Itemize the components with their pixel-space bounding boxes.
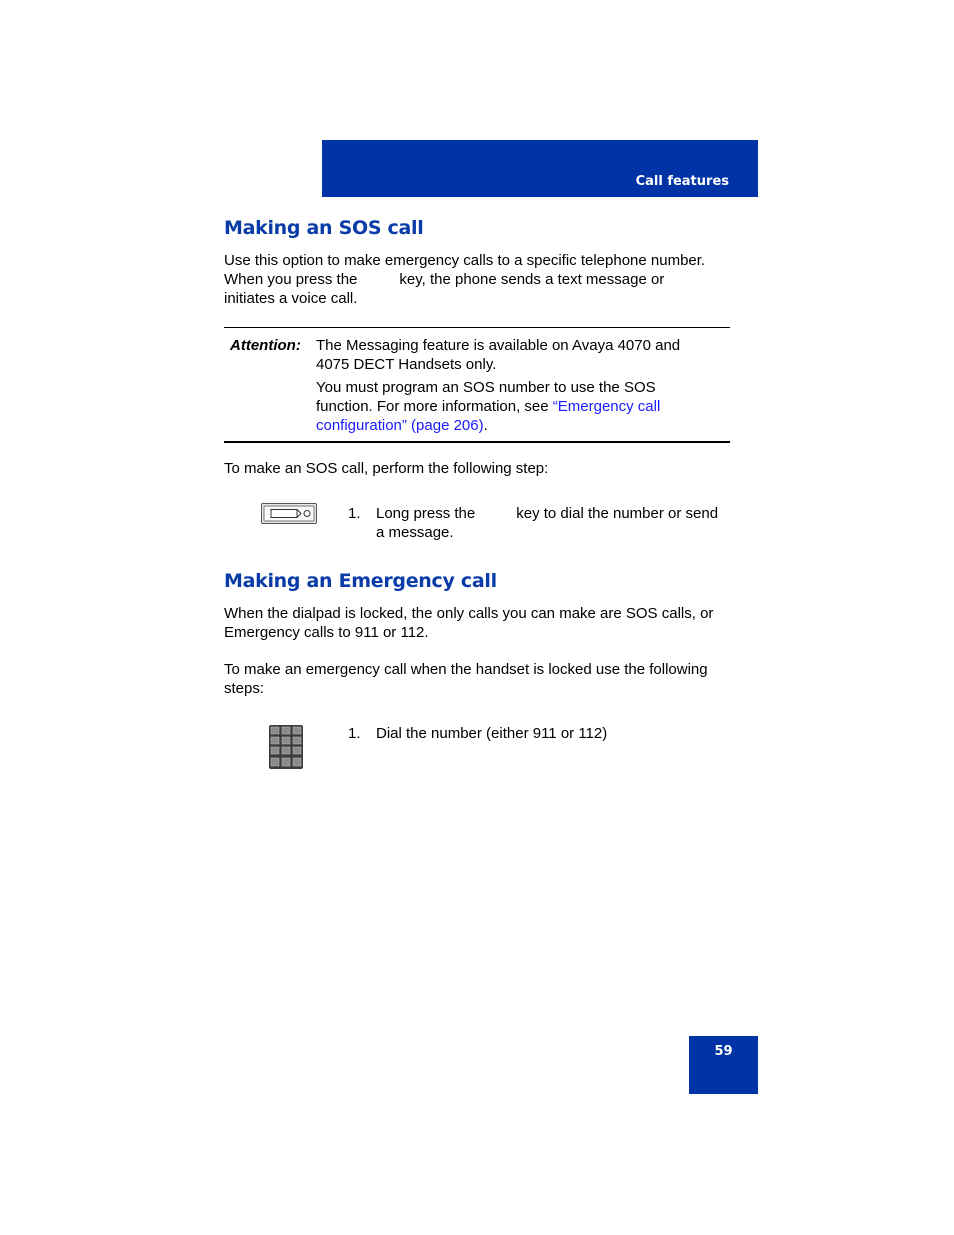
sos-intro-line1: Use this option to make emergency calls to a specific telephone number. (224, 252, 706, 269)
section-title: Call features (635, 174, 729, 189)
sos-intro (224, 251, 734, 308)
sos-key-icon (261, 503, 317, 524)
emergency-step-1-text: Dial the number (either 911 or 112) (376, 725, 608, 742)
page-number: 59 (714, 1044, 733, 1059)
sos-heading: Making an SOS call (224, 217, 424, 239)
attention-label: Attention: (230, 337, 301, 354)
sos-intro-line2b: key, the phone sends a text message or (399, 271, 665, 288)
dialpad-icon (269, 725, 303, 769)
attention-box (224, 327, 730, 443)
sos-step-1-number: 1. (348, 505, 361, 522)
sos-step-1-text-b: key to dial the number or send a message. (376, 505, 719, 541)
emergency-step-1-number: 1. (348, 725, 361, 742)
header-bar (322, 140, 758, 197)
attention-para1: The Messaging feature is available on Avaya 4070 and 4075 DECT Handsets only. (316, 337, 681, 373)
attention-para2 (316, 378, 716, 435)
attention-para2-text: You must program an SOS number to use the SOS function. For more information, see (316, 379, 656, 415)
emergency-heading: Making an Emergency call (224, 570, 497, 592)
sos-step-1-text-a: Long press the (376, 505, 476, 522)
emergency-config-link[interactable]: “Emergency call configuration” (page 206) (316, 398, 661, 434)
attention-body (316, 336, 716, 435)
sos-steps-intro: To make an SOS call, perform the following step: (224, 460, 549, 477)
sos-intro-line2a: When you press the (224, 271, 358, 288)
attention-para2-end: . (483, 417, 488, 434)
sos-step-1 (348, 504, 730, 542)
emergency-para1: When the dialpad is locked, the only calls you can make are SOS calls, or Emergency calls to 911 or 112. (224, 605, 714, 641)
page-number-box (689, 1036, 758, 1094)
emergency-step-1 (348, 724, 730, 743)
sos-intro-line3: initiates a voice call. (224, 290, 358, 307)
emergency-para2: To make an emergency call when the handset is locked use the following steps: (224, 661, 708, 697)
